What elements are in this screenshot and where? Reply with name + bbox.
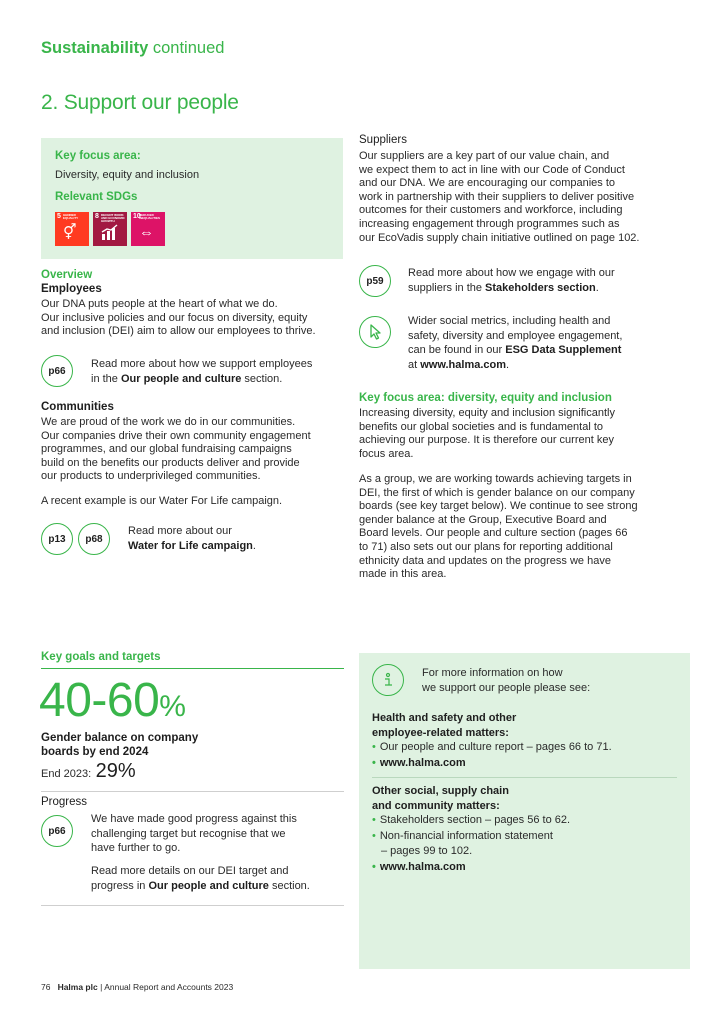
- esg-ref-text: Wider social metrics, including health and safety, diversity and employee engagement, can be found in our ESG Data Supplement at www.halma.com.: [408, 315, 623, 371]
- info-group1-item-1: • Our people and culture report – pages 66 to 71.: [372, 741, 612, 753]
- goals-heading: Key goals and targets: [41, 651, 161, 663]
- sdg-5-gender-equality: 5 GENDER EQUALITY ⚥: [55, 212, 89, 246]
- info-intro: For more information on how we support our people please see:: [422, 667, 591, 694]
- overview-heading: Overview: [41, 269, 93, 281]
- dei-heading: Key focus area: diversity, equity and inclusion: [359, 392, 612, 404]
- suppliers-heading: Suppliers: [359, 134, 407, 146]
- info-group2-item-2-cont: – pages 99 to 102.: [381, 845, 473, 857]
- key-focus-value: Diversity, equity and inclusion: [55, 169, 200, 181]
- key-focus-label: Key focus area:: [55, 150, 141, 162]
- employees-heading: Employees: [41, 283, 102, 295]
- section-kicker: [41, 39, 224, 58]
- esg-supplement-link[interactable]: ESG Data Supplement: [505, 344, 622, 356]
- employees-text: Our DNA puts people at the heart of what we do. Our inclusive policies and our focus on diversity, equity and inclusion (DEI) aim to allow our employees to thrive.: [41, 298, 316, 338]
- section-name: Sustainability: [41, 39, 149, 57]
- info-group1-heading: Health and safety and other employee-related matters:: [372, 712, 517, 739]
- equality-icon: ⇔: [139, 224, 154, 241]
- page-number: 76: [41, 982, 51, 992]
- dei-para2: As a group, we are working towards achieving targets in DEI, the first of which is gender balance on our company boards (see key target below). We continue to see strong gender balance at the Group, Executive Board and Board levels. Our people and culture section (pages 66 to 71) also sets out our plans for reporting additional ethnicity data and updates on the progress we have made in this area.: [359, 473, 638, 581]
- sdgs-label: Relevant SDGs: [55, 191, 138, 203]
- goals-divider: [41, 668, 344, 669]
- progress-text: We have made good progress against this challenging target but recognise that we have further to go.: [91, 813, 297, 854]
- info-group2-heading: Other social, supply chain and community matters:: [372, 785, 509, 812]
- continued-label: continued: [152, 39, 225, 57]
- gender-icon: ⚥: [63, 224, 77, 241]
- footer-report: | Annual Report and Accounts 2023: [100, 982, 234, 992]
- page-ref-badge-p68[interactable]: p68: [78, 523, 110, 555]
- footer: [41, 982, 233, 992]
- page-ref-badge-p66[interactable]: p66: [41, 355, 73, 387]
- page-title: 2. Support our people: [41, 91, 239, 114]
- dei-para1: Increasing diversity, equity and inclusion significantly benefits our global societies and is fundamental to achieving our purpose. It is therefore our current key focus area.: [359, 407, 615, 460]
- end-2023-value: End 2023: 29%: [41, 760, 136, 782]
- progress-heading: Progress: [41, 796, 88, 808]
- page-ref-badge-p66-progress[interactable]: p66: [41, 815, 73, 847]
- halma-website-link[interactable]: www.halma.com: [420, 358, 507, 371]
- sdg-8-decent-work: 8 DECENT WORK AND ECONOMIC GROWTH: [93, 212, 127, 246]
- page-ref-badge-p13[interactable]: p13: [41, 523, 73, 555]
- people-culture-link[interactable]: Our people and culture: [120, 372, 242, 385]
- progress-divider-bottom: [41, 905, 344, 906]
- suppliers-text: Our suppliers are a key part of our value chain, and we expect them to act in line with our Code of Conduct and our DNA. We are encouraging our companies to work in partnership with their suppliers to deliver positive outcomes for their customers and workforce, including increasing engagement through programmes such as our EcoVadis supply chain initiative outlined on page 102.: [359, 150, 640, 244]
- water-for-life-link[interactable]: Water for Life campaign: [128, 539, 253, 552]
- suppliers-ref-text: Read more about how we engage with our suppliers in the Stakeholders section.: [408, 267, 615, 294]
- communities-text: We are proud of the work we do in our communities. Our companies drive their own community engagement programmes, and our global fundraising campaigns build on the benefits our products deliver and provide our products to underprivileged communities.: [41, 416, 311, 483]
- people-culture-link-2[interactable]: Our people and culture: [148, 879, 269, 892]
- target-description: Gender balance on company boards by end 2024: [41, 732, 199, 758]
- example-text: A recent example is our Water For Life campaign.: [41, 495, 283, 507]
- water-ref-text: Read more about our Water for Life campaign.: [128, 525, 256, 552]
- info-group2-item-3[interactable]: • www.halma.com: [372, 861, 466, 873]
- info-icon: [372, 664, 404, 696]
- info-group2-item-1: • Stakeholders section – pages 56 to 62.: [372, 814, 571, 826]
- footer-company: Halma plc: [57, 982, 98, 992]
- sdg-10-reduced-inequalities: 10 REDUCED INEQUALITIES ⇔: [131, 212, 165, 246]
- communities-heading: Communities: [41, 401, 114, 413]
- employees-ref-text: Read more about how we support employees in the Our people and culture section.: [91, 358, 313, 385]
- growth-chart-icon: [101, 224, 119, 240]
- progress-divider-top: [41, 791, 344, 792]
- info-group1-item-2[interactable]: • www.halma.com: [372, 757, 466, 769]
- progress-details-text: Read more details on our DEI target and progress in Our people and culture section.: [91, 865, 310, 892]
- cursor-icon[interactable]: [359, 316, 391, 348]
- page-ref-badge-p59[interactable]: p59: [359, 265, 391, 297]
- info-divider: [372, 777, 677, 778]
- target-value: 40-60%: [39, 674, 186, 727]
- info-group2-item-2: • Non-financial information statement: [372, 830, 553, 842]
- stakeholders-link[interactable]: Stakeholders section: [485, 281, 596, 294]
